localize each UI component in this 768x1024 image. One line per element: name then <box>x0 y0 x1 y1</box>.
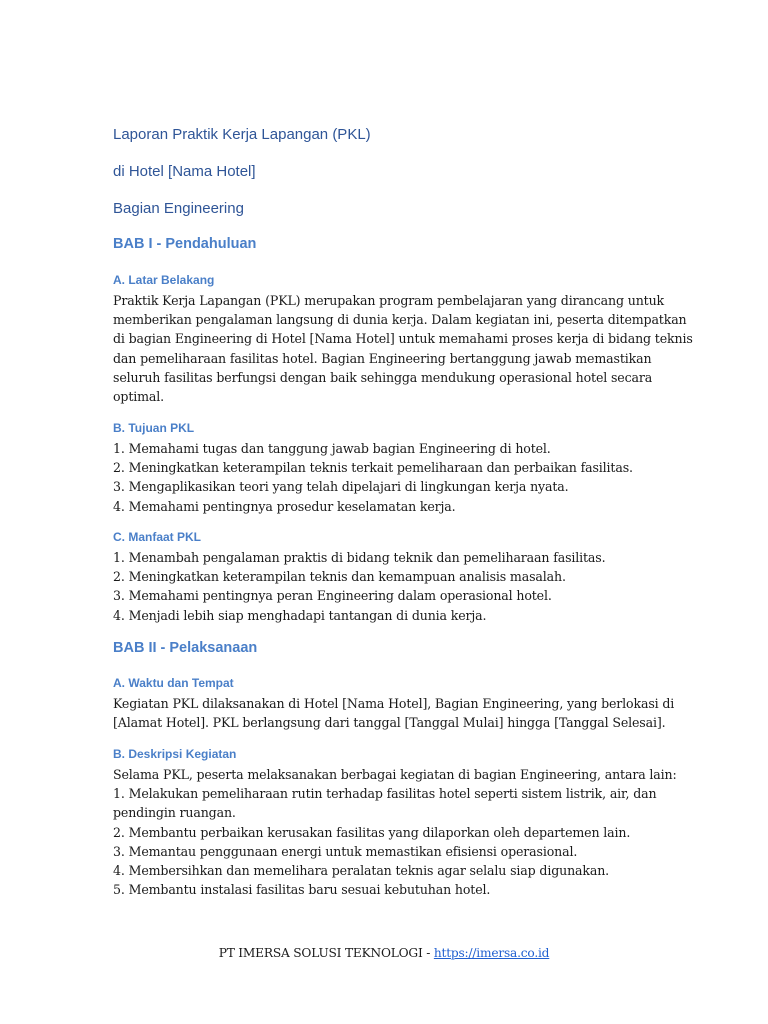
paragraph-line: di bagian Engineering di Hotel [Nama Hotel] untuk memahami proses kerja di bidang teknis <box>113 331 693 347</box>
latar-belakang-paragraph <box>113 291 693 406</box>
list-item: pendingin ruangan. <box>113 805 236 821</box>
footer-link[interactable]: https://imersa.co.id <box>433 946 550 960</box>
list-item: 4. Membersihkan dan memelihara peralatan teknis agar selalu siap digunakan. <box>113 863 610 879</box>
document-subtitle-hotel: di Hotel [Nama Hotel] <box>113 163 256 180</box>
paragraph-line: Kegiatan PKL dilaksanakan di Hotel [Nama Hotel], Bagian Engineering, yang berlokasi di <box>113 696 675 711</box>
bab2-heading: BAB II - Pelaksanaan <box>113 640 258 656</box>
tujuan-heading: B. Tujuan PKL <box>113 421 195 435</box>
paragraph-line: seluruh fasilitas berfungsi dengan baik sehingga mendukung operasional hotel secara <box>113 369 653 385</box>
manfaat-heading: C. Manfaat PKL <box>113 530 202 544</box>
latar-belakang-heading: A. Latar Belakang <box>113 273 215 287</box>
deskripsi-kegiatan-list <box>113 765 677 899</box>
document-title: Laporan Praktik Kerja Lapangan (PKL) <box>113 126 371 143</box>
bab1-heading: BAB I - Pendahuluan <box>113 236 257 252</box>
list-item: 4. Menjadi lebih siap menghadapi tantangan di dunia kerja. <box>113 607 487 623</box>
list-item: 1. Melakukan pemeliharaan rutin terhadap fasilitas hotel seperti sistem listrik, air, dan <box>113 786 657 802</box>
deskripsi-kegiatan-heading: B. Deskripsi Kegiatan <box>113 747 237 761</box>
paragraph-line: [Alamat Hotel]. PKL berlangsung dari tanggal [Tanggal Mulai] hingga [Tanggal Selesai]. <box>113 715 666 731</box>
waktu-tempat-heading: A. Waktu dan Tempat <box>113 676 234 690</box>
list-item: 3. Memantau penggunaan energi untuk memastikan efisiensi operasional. <box>113 843 578 859</box>
paragraph-line: optimal. <box>113 389 165 405</box>
list-item: 3. Memahami pentingnya peran Engineering dalam operasional hotel. <box>113 588 552 604</box>
paragraph-line: dan pemeliharaan fasilitas hotel. Bagian Engineering bertanggung jawab memastikan <box>113 350 652 366</box>
manfaat-list <box>113 548 658 625</box>
paragraph-line: Selama PKL, peserta melaksanakan berbagai kegiatan di bagian Engineering, antara lain: <box>113 767 677 782</box>
list-item: 3. Mengaplikasikan teori yang telah dipelajari di lingkungan kerja nyata. <box>113 479 569 495</box>
list-item: 1. Menambah pengalaman praktis di bidang teknik dan pemeliharaan fasilitas. <box>113 550 606 565</box>
list-item: 2. Meningkatkan keterampilan teknis dan kemampuan analisis masalah. <box>113 569 566 585</box>
paragraph-line: Praktik Kerja Lapangan (PKL) merupakan program pembelajaran yang dirancang untuk <box>113 293 665 308</box>
paragraph-line: memberikan pengalaman langsung di dunia kerja. Dalam kegiatan ini, peserta ditempatkan <box>113 312 687 328</box>
footer-company: PT IMERSA SOLUSI TEKNOLOGI - <box>218 946 434 960</box>
list-item: 4. Memahami pentingnya prosedur keselamatan kerja. <box>113 498 456 514</box>
page-footer <box>0 946 768 960</box>
list-item: 2. Meningkatkan keterampilan teknis terkait pemeliharaan dan perbaikan fasilitas. <box>113 460 633 476</box>
tujuan-list <box>113 439 658 516</box>
list-item: 2. Membantu perbaikan kerusakan fasilitas yang dilaporkan oleh departemen lain. <box>113 824 631 840</box>
list-item: 5. Membantu instalasi fasilitas baru sesuai kebutuhan hotel. <box>113 882 491 898</box>
document-subtitle-department: Bagian Engineering <box>113 200 244 217</box>
list-item: 1. Memahami tugas dan tanggung jawab bagian Engineering di hotel. <box>113 441 551 456</box>
waktu-tempat-paragraph <box>113 694 675 732</box>
